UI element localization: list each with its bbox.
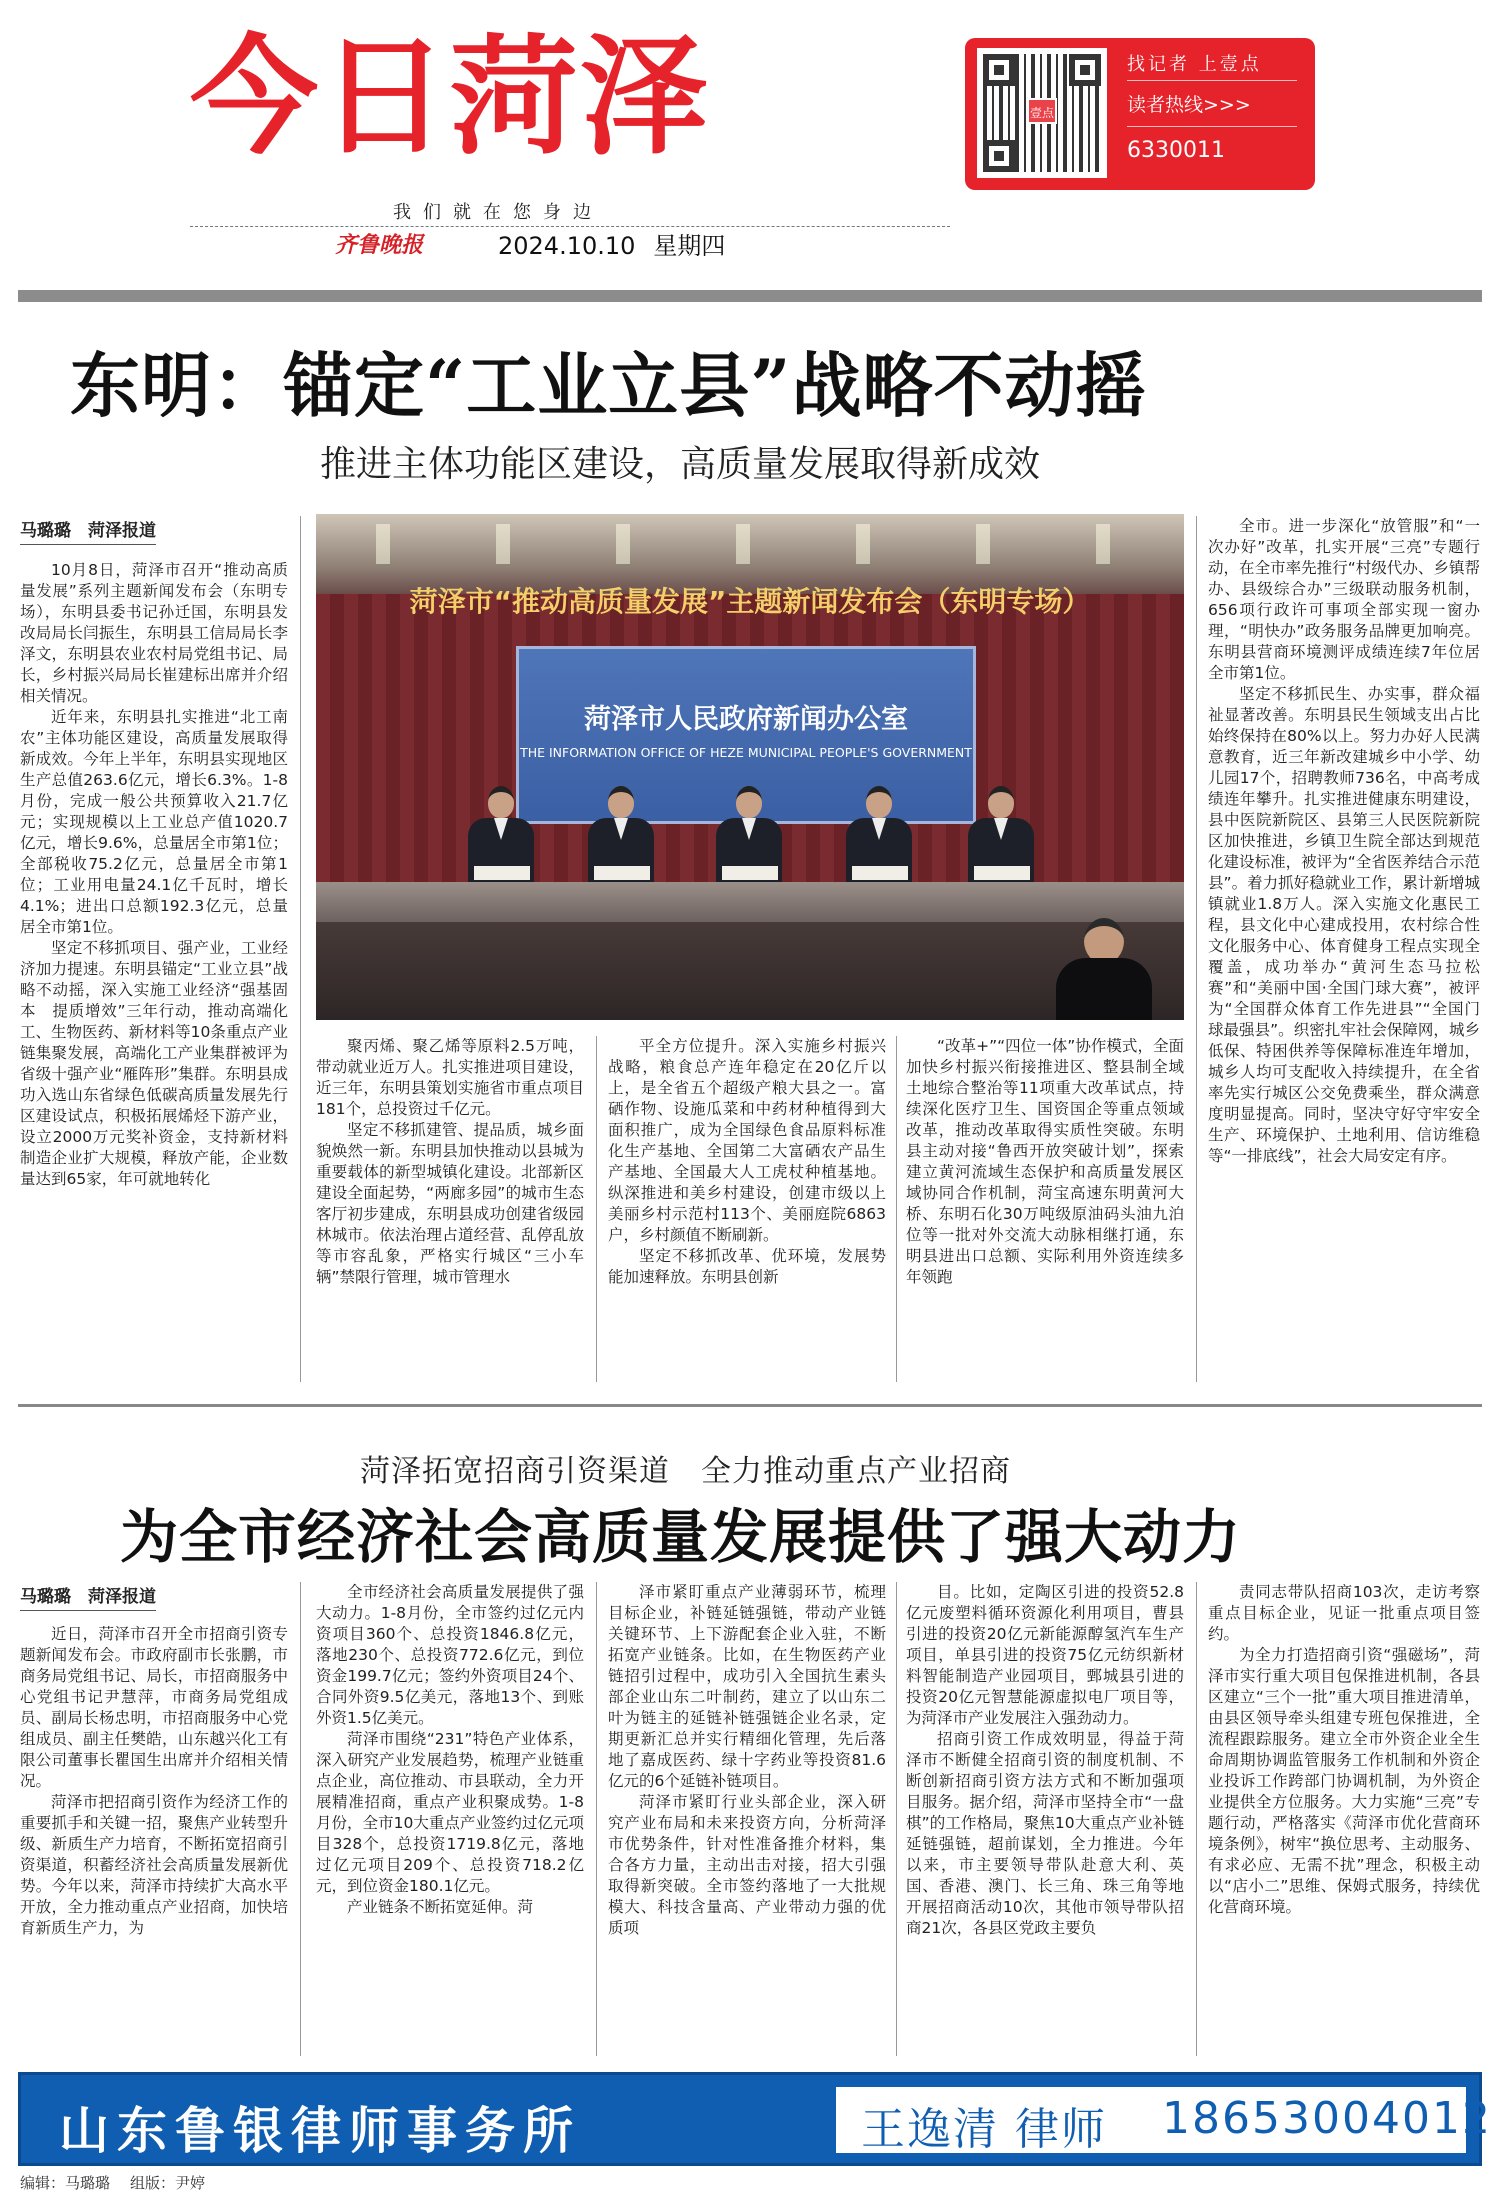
issue-date-line [498, 226, 743, 261]
article2-column-2 [316, 1582, 584, 2056]
editor-credits [20, 2172, 225, 2193]
column-rule [300, 1582, 301, 2056]
paragraph: 坚定不移抓民生、办实事，群众福祉显著改善。东明县民生领域支出占比始终保持在80%以上。努力办好人民满意教育，近三年新改建城乡中小学、幼儿园17个，招聘教师736名，中高考成绩连年攀升。扎实推进健康东明建设，县中医院新院区、县第三人民医院新院区加快推进，乡镇卫生院全部达到规范化建设标准，被评为“全省医养结合示范县”。着力抓好稳就业工作，累计新增城镇就业1.8万人。深入实施文化惠民工程，县文化中心建成投用，农村综合性文化服务中心、体育健身工程点实现全覆盖，成功举办“黄河生态马拉松赛”和“美丽中国·全国门球大赛”，被评为“全国群众体育工作先进县”“全国门球最强县”。织密扎牢社会保障网，城乡低保、特困供养等保障标准连年增加，城乡人均可支配收入持续提升，在全省率先实行城区公交免费乘坐，群众满意度明显提高。同时，坚决守好守牢安全生产、环境保护、土地利用、信访维稳等“一排底线”，社会大局安定有序。 [1208, 685, 1480, 1165]
conference-table [316, 882, 1184, 922]
article1-subhead: 推进主体功能区建设，高质量发展取得新成效 [320, 444, 1041, 485]
masthead-band [18, 290, 1482, 302]
masthead-title: 今日菏泽 [190, 23, 711, 172]
contact-hotline-label: 读者热线>>> [1127, 94, 1251, 116]
paragraph: 招商引资工作成效明显，得益于菏泽市不断健全招商引资的制度机制、不断创新招商引资方法方式和不断加强项目服务。据介绍，菏泽市坚持全市“一盘棋”的工作格局，聚焦10大重点产业补链延链强链，超前谋划，全力推进。今年以来，市主要领导带队赴意大利、英国、香港、澳门、长三角、珠三角等地开展招商活动10次，其他市领导带队招商21次，各县区党政主要负 [906, 1730, 1184, 1937]
article2-headline: 为全市经济社会高质量发展提供了强大动力 [120, 1503, 1242, 1571]
paragraph: 责同志带队招商103次，走访考察重点目标企业，见证一批重点项目签约。 [1208, 1583, 1480, 1643]
article2-column-4 [906, 1582, 1184, 2056]
paper-name: 齐鲁晚报 [335, 232, 424, 258]
masthead-slogan: 我们就在您身边 [393, 202, 603, 223]
ad-phone-number[interactable]: 18653004012 [1162, 2093, 1492, 2144]
law-firm-ad [18, 2072, 1492, 2166]
column-rule [596, 1036, 597, 1382]
article1-column-5-text [1208, 516, 1480, 1167]
article2-kicker: 菏泽拓宽招商引资渠道 全力推动重点产业招商 [360, 1454, 1011, 1489]
article2-column-5 [1208, 1582, 1480, 2056]
photo-banner-text: 菏泽市“推动高质量发展”主题新闻发布会（东明专场） [409, 585, 1091, 618]
press-conference-photo [316, 514, 1184, 1020]
nameplate [852, 866, 908, 880]
contact-reporter-line: 找记者 上壹点 [1127, 54, 1262, 75]
article2-column-4-text [906, 1582, 1184, 1939]
article2-byline: 马璐璐 菏泽报道 [20, 1582, 156, 1611]
article1-column-5 [1208, 516, 1480, 1382]
column-rule [896, 1036, 897, 1382]
article2-column-5-text [1208, 1582, 1480, 1918]
article1-column-4 [906, 1036, 1184, 1382]
contact-hotline-number[interactable]: 6330011 [1127, 138, 1225, 163]
column-rule [300, 516, 301, 1382]
photo-backdrop-title: 菏泽市人民政府新闻办公室 [584, 704, 908, 735]
paragraph: “改革+”“四位一体”协作模式，全面加快乡村振兴衔接推进区、整县制全域土地综合整治等11项重大改革试点，持续深化医疗卫生、国资国企等重点领域改革，推动改革取得实质性突破。东明县主动对接“鲁西开放突破计划”，探索建立黄河流域生态保护和高质量发展区域协同合作机制，菏宝高速东明黄河大桥、东明石化30万吨级原油码头油九泊位等一批对外交流大动脉相继打通，东明县进出口总额、实际利用外资连续多年领跑 [906, 1037, 1184, 1286]
ad-contact-panel [836, 2087, 1492, 2155]
paragraph: 全市经济社会高质量发展提供了强大动力。1-8月份，全市签约过亿元内资项目360个、总投资1846.8亿元，落地230个、总投资772.6亿元，到位资金199.7亿元；签约外资项目24个、合同外资9.5亿美元，落地13个、到账外资1.5亿美元。 [316, 1583, 584, 1727]
paragraph: 近年来，东明县扎实推进“北工南农”主体功能区建设，高质量发展取得新成效。今年上半年，东明县实现地区生产总值263.6亿元，增长6.3%。1-8月份，完成一般公共预算收入21.7亿元；实现规模以上工业总产值1020.7亿元，增长9.6%，总量居全市第1位；全部税收75.2亿元，总量居全市第1位；工业用电量24.1亿千瓦时，增长4.1%；进出口总额192.3亿元，总量居全市第1位。 [20, 708, 288, 936]
paragraph: 坚定不移抓项目、强产业，工业经济加力提速。东明县锚定“工业立县”战略不动摇，深入实施工业经济“强基固本 提质增效”三年行动，推动高端化工、生物医药、新材料等10条重点产业链集聚发展，高端化工产业集群被评为省级十强产业“雁阵形”集群。东明县成功入选山东省绿色低碳高质量发展先行区建设试点，积极拓展烯烃下游产业，设立2000万元奖补资金，支持新材料制造企业扩大规模，释放产能，企业数量达到65家，年可就地转化 [20, 939, 288, 1188]
paragraph: 菏泽市紧盯行业头部企业，深入研究产业布局和未来投资方向，分析菏泽市优势条件，针对性准备推介材料，集合各方力量，主动出击对接，招大引强取得新突破。全市签约落地了一大批规模大、科技含量高、产业带动力强的优质项 [608, 1793, 886, 1937]
article2-column-1 [20, 1624, 288, 2056]
photo-backdrop-subtitle: THE INFORMATION OFFICE OF HEZE MUNICIPAL PEOPLE'S GOVERNMENT [520, 745, 972, 760]
audience-figure [1056, 918, 1152, 1020]
nameplate [594, 866, 650, 880]
article1-column-1-text [20, 560, 288, 1190]
nameplate [722, 866, 778, 880]
paragraph: 平全方位提升。深入实施乡村振兴战略，粮食总产连年稳定在20亿斤以上，是全省五个超级产粮大县之一。富硒作物、设施瓜菜和中药材种植得到大面积推广，成为全国绿色食品原料标准化生产基地、全国第二大富硒农产品生产基地、全国最大人工虎杖种植基地。纵深推进和美乡村建设，创建市级以上美丽乡村示范村113个、美丽庭院6863户，乡村颜值不断刷新。 [608, 1037, 886, 1244]
paragraph: 坚定不移抓改革、优环境，发展势能加速释放。东明县创新 [608, 1247, 886, 1286]
contact-divider [1127, 80, 1297, 81]
article1-column-2-text [316, 1036, 584, 1288]
paragraph: 聚丙烯、聚乙烯等原料2.5万吨，带动就业近万人。扎实推进项目建设，近三年，东明县策划实施省市重点项目181个，总投资过千亿元。 [316, 1037, 584, 1118]
ad-firm-name: 山东鲁银律师事务所 [59, 2101, 581, 2160]
section-divider [18, 1404, 1482, 1407]
qr-logo: 壹点 [1027, 98, 1057, 124]
nameplate [974, 866, 1030, 880]
article2-column-2-text [316, 1582, 584, 1918]
article2-column-3 [608, 1582, 886, 2056]
paragraph: 菏泽市围绕“231”特色产业体系，深入研究产业发展趋势，梳理产业链重点企业，高位推动、市县联动，全力开展精准招商，重点产业积聚成势。1-8月份，全市10大重点产业签约过亿元项目328个，总投资1719.8亿元，落地过亿元项目209个、总投资718.2亿元，到位资金180.1亿元。 [316, 1730, 584, 1895]
paragraph: 坚定不移抓建管、提品质，城乡面貌焕然一新。东明县加快推动以县城为重要载体的新型城镇化建设。北部新区建设全面起势，“两廊多园”的城市生态客厅初步建成，东明县成功创建省级园林城市。依法治理占道经营、乱停乱放等市容乱象，严格实行城区“三小车辆”禁限行管理，城市管理水 [316, 1121, 584, 1286]
qr-code-icon[interactable] [977, 48, 1107, 178]
paragraph: 为全力打造招商引资“强磁场”，菏泽市实行重大项目包保推进机制，各县区建立“三个一批”重大项目推进清单，由县区领导牵头组建专班包保推进，全流程跟踪服务。建立全市外资企业全生命周期协调监管服务工作机制和外资企业投诉工作跨部门协调机制，为外资企业提供全方位服务。大力实施“三亮”专题行动，严格落实《菏泽市优化营商环境条例》，树牢“换位思考、主动服务、有求必应、无需不扰”理念，积极主动以“店小二”思维、保姆式服务，持续优化营商环境。 [1208, 1646, 1480, 1916]
paragraph: 菏泽市把招商引资作为经济工作的重要抓手和关键一招，聚焦产业转型升级、新质生产力培育，不断拓宽招商引资渠道，积蓄经济社会高质量发展新优势。今年以来，菏泽市持续扩大高水平开放，全力推动重点产业招商，加快培育新质生产力，为 [20, 1793, 288, 1937]
paragraph: 全市。进一步深化“放管服”和“一次办好”改革，扎实开展“三亮”专题行动，在全市率先推行“村级代办、乡镇帮办、县级综合办”三级联动服务机制，656项行政许可事项全部实现一窗办理，“明快办”政务服务品牌更加响亮。东明县营商环境测评成绩连续7年位居全市第1位。 [1208, 517, 1480, 682]
editor-name: 编辑：马璐璐 [20, 2174, 111, 2192]
column-rule [596, 1582, 597, 2056]
paragraph: 近日，菏泽市召开全市招商引资专题新闻发布会。市政府副市长张鹏，市商务局党组书记、局长，市招商服务中心党组书记尹慧萍，市商务局党组成员、副局长杨忠明，市招商服务中心党组成员、副主任樊皓，山东越兴化工有限公司董事长瞿国生出席并介绍相关情况。 [20, 1625, 288, 1790]
column-rule [1196, 1582, 1197, 2056]
paragraph: 10月8日，菏泽市召开“推动高质量发展”系列主题新闻发布会（东明专场），东明县委书记孙迁国，东明县发改局局长闫振生，东明县工信局局长李泽文，东明县农业农村局党组书记、局长，乡村振兴局局长崔建标出席并介绍相关情况。 [20, 561, 288, 705]
article2-column-1-text [20, 1624, 288, 1939]
paragraph: 产业链条不断拓宽延伸。菏 [347, 1898, 534, 1916]
ad-lawyer-name: 王逸清 律师 [861, 2104, 1107, 2155]
article1-headline: 东明：锚定“工业立县”战略不动摇 [70, 344, 1147, 427]
paragraph: 目。比如，定陶区引进的投资52.8亿元废塑料循环资源化利用项目，曹县引进的投资20亿元新能源醇氢汽车生产项目，单县引进的投资75亿元纺织新材料智能制造产业园项目，鄄城县引进的投资20亿元智慧能源虚拟电厂项目等，为菏泽市产业发展注入强劲动力。 [906, 1583, 1184, 1727]
article1-column-1 [20, 560, 288, 1382]
contact-divider [1127, 126, 1297, 127]
issue-weekday: 星期四 [653, 232, 726, 260]
layout-editor-name: 组版：尹婷 [130, 2174, 206, 2192]
article1-byline: 马璐璐 菏泽报道 [20, 516, 156, 545]
article1-column-2 [316, 1036, 584, 1382]
paragraph: 泽市紧盯重点产业薄弱环节，梳理目标企业，补链延链强链，带动产业链关键环节、上下游配套企业入驻，不断拓宽产业链条。比如，在生物医药产业链招引过程中，成功引入全国抗生素头部企业山东二叶制药，建立了以山东二叶为链主的延链补链强链企业名录，定期更新汇总并实行精细化管理，先后落地了嘉成医药、绿十字药业等投资81.6亿元的6个延链补链项目。 [608, 1583, 886, 1790]
column-rule [1196, 516, 1197, 1382]
issue-date: 2024.10.10 [498, 232, 636, 260]
article2-column-3-text [608, 1582, 886, 1939]
reader-contact-box [965, 38, 1315, 190]
column-rule [896, 1582, 897, 2056]
article1-column-3-text [608, 1036, 886, 1288]
article1-column-4-text [906, 1036, 1184, 1288]
article1-column-3 [608, 1036, 886, 1382]
nameplate [474, 866, 530, 880]
